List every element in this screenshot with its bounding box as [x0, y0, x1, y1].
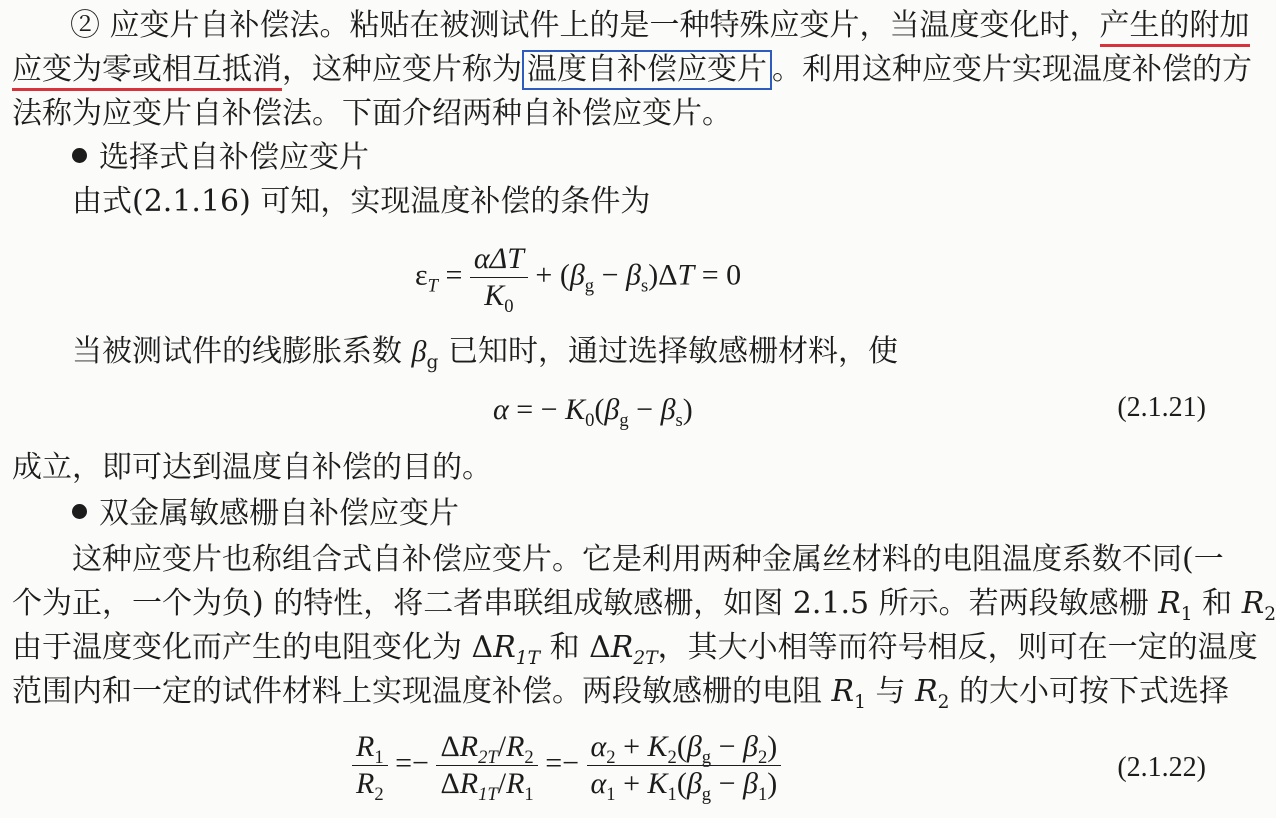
para2-line2: 个为正，一个为负) 的特性，将二者串联组成敏感栅，如图 2.1.5 所示。若两段敏感栅 $R_1$ 和 $R_2$	[12, 586, 1276, 625]
para2-line1: 这种应变片也称组合式自补偿应变片。它是利用两种金属丝材料的电阻温度系数不同(一	[72, 542, 1224, 577]
para1-text-c: 。利用这种应变片实现温度补偿的方	[772, 52, 1252, 87]
para1-line3: 法称为应变片自补偿法。下面介绍两种自补偿应变片。	[12, 96, 732, 131]
equation-number-2-1-22: (2.1.22)	[1117, 752, 1206, 783]
fraction: $\frac{\text{αΔT}}{K_0}$	[470, 242, 528, 313]
fraction-r1-r2: $\frac{R_1}{R_2}$	[352, 730, 388, 801]
para2-line4: 范围内和一定的试件材料上实现温度补偿。两段敏感栅的电阻 $R_1$ 与 $R_2$ 的大小可按下式选择	[12, 674, 1230, 713]
bullet-item-2-label: 双金属敏感栅自补偿应变片	[99, 496, 459, 531]
equation-number-2-1-21: (2.1.21)	[1117, 392, 1206, 423]
equation-2-1-22: $\frac{R_1}{R_2}$ =− $\frac{\Delta R_{2T}/R_2}{\Delta R_{1T}/R_1}$ =− $\frac{\alpha_2 + K_2(\beta_g - \beta_2)}{\alpha_1 + K_1(\beta_g - \beta_1)}$	[352, 730, 781, 801]
para1-line1	[12, 4, 1250, 48]
red-underlined-phrase-1: 产生的附加	[1100, 8, 1250, 47]
para2-line3: 由于温度变化而产生的电阻变化为 $\Delta R_{1T}$ 和 $\Delta R_{2T}$，其大小相等而符号相反，则可在一定的温度	[12, 630, 1258, 669]
equation-2-1-21: α = − $K_0(\beta_g - \beta_s)$	[493, 393, 693, 431]
para1-line2	[12, 48, 1252, 92]
bullet-icon	[72, 148, 87, 163]
condition-holds-text: 成立，即可达到温度自补偿的目的。	[12, 450, 492, 485]
para1-text-a: 应变片自补偿法。粘贴在被测试件上的是一种特殊应变片，当温度变化时，	[100, 8, 1100, 43]
red-underlined-phrase-2: 应变为零或相互抵消	[12, 52, 282, 91]
bullet-item-1	[72, 136, 369, 180]
bullet-icon	[72, 504, 87, 519]
condition-text: 由式(2.1.16) 可知，实现温度补偿的条件为	[72, 184, 651, 219]
circled-number-marker: ②	[70, 8, 100, 43]
known-coefficient-text: 当被测试件的线膨胀系数 $\beta_g$ 已知时，通过选择敏感栅材料，使	[72, 334, 898, 373]
bullet-item-1-label: 选择式自补偿应变片	[99, 140, 369, 175]
fraction-alpha-k: $\frac{\alpha_2 + K_2(\beta_g - \beta_2)}{\alpha_1 + K_1(\beta_g - \beta_1)}$	[587, 730, 782, 801]
fraction-delta-r: $\frac{\Delta R_{2T}/R_2}{\Delta R_{1T}/R_1}$	[436, 730, 537, 801]
bullet-item-2	[72, 492, 459, 536]
equation-temperature-compensation: $\varepsilon_T$ = $\frac{\text{αΔT}}{K_0}$ + $(\beta_g - \beta_s)\Delta T = 0$	[415, 242, 742, 317]
blue-boxed-term: 温度自补偿应变片	[522, 50, 772, 90]
para1-text-b: ，这种应变片称为	[282, 52, 522, 87]
